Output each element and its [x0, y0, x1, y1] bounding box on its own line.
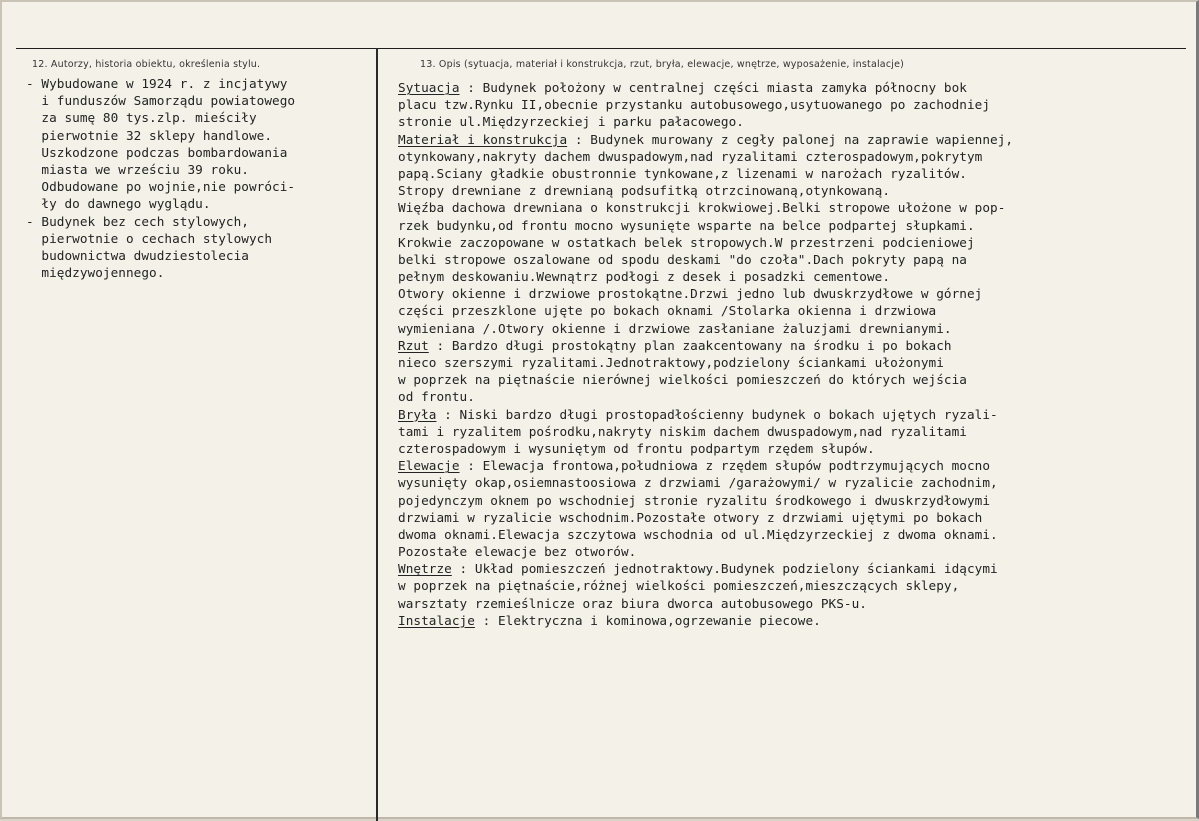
- line-text: : Bardzo długi prostokątny plan zaakcentowany na środku i po bokach: [428, 337, 952, 353]
- description-line: [398, 182, 1013, 199]
- description-line: [398, 251, 1013, 268]
- line-text: części przeszklone ujęte po bokach oknami /Stolarka okienna i drzwiowa: [398, 303, 937, 319]
- top-rule: [16, 48, 1186, 49]
- left-text-line: pierwotnie 32 sklepy handlowe.: [26, 127, 273, 143]
- description-line: [398, 543, 1013, 560]
- section-label: Rzut: [398, 337, 429, 353]
- description-line: [398, 234, 1013, 251]
- line-text: Stropy drewniane z drewnianą podsufitką otrzcinowaną,otynkowaną.: [398, 183, 891, 199]
- line-text: tami i ryzalitem pośrodku,nakryty niskim dachem dwuspadowym,nad ryzalitami: [398, 423, 967, 439]
- line-text: warsztaty rzemieślnicze oraz biura dworca autobusowego PKS-u.: [398, 595, 867, 611]
- line-text: od frontu.: [398, 389, 475, 405]
- description-line: [398, 337, 1013, 354]
- line-text: papą.Sciany gładkie obustronnie tynkowane,z lizenami w narożach ryzalitów.: [398, 165, 967, 181]
- line-text: placu tzw.Rynku II,obecnie przystanku autobusowego,usytuowanego po zachodniej: [398, 97, 991, 113]
- left-text-line: Uszkodzone podczas bombardowania: [26, 144, 288, 160]
- line-text: wysunięty okap,osiemnastoosiowa z drzwiami /garażowymi/ w ryzalicie zachodnim,: [398, 475, 998, 491]
- line-text: nieco szerszymi ryzalitami.Jednotraktowy,podzielony ściankami ułożonymi: [398, 355, 944, 370]
- description-text: [398, 79, 1013, 629]
- description-line: [398, 474, 1013, 491]
- line-text: Pozostałe elewacje bez otworów.: [398, 544, 637, 560]
- left-text-line: miasta we wrześciu 39 roku.: [26, 161, 249, 177]
- line-text: dwoma oknami.Elewacja szczytowa wschodnia od ul.Międzyrzeckiej z dwoma oknami.: [398, 526, 998, 542]
- column-divider: [376, 48, 378, 821]
- description-line: [398, 560, 1013, 577]
- description-line: [398, 423, 1013, 440]
- description-line: [398, 577, 1013, 594]
- section-label: Sytuacja: [398, 80, 460, 95]
- line-text: Więźba dachowa drewniana o konstrukcji krokwiowej.Belki stropowe ułożone w pop-: [398, 200, 1006, 216]
- line-text: otynkowany,nakryty dachem dwuspadowym,nad ryzalitami czterospadowym,pokrytym: [398, 148, 983, 164]
- left-text-line: Odbudowane po wojnie,nie powróci-: [26, 179, 296, 195]
- line-text: czterospadowym i wysuniętym od frontu podpartym rzędem słupów.: [398, 440, 875, 456]
- left-text-line: pierwotnie o cechach stylowych: [26, 230, 273, 246]
- description-line: [398, 285, 1013, 302]
- description-line: [398, 113, 1013, 130]
- line-text: : Układ pomieszczeń jednotraktowy.Budynek podzielony ściankami idącymi: [451, 561, 998, 577]
- section-label: Instalacje: [398, 612, 475, 628]
- line-text: : Niski bardzo długi prostopadłościenny budynek o bokach ujętych ryzali-: [436, 406, 998, 422]
- description-line: [398, 492, 1013, 509]
- left-text-line: - Wybudowane w 1924 r. z incjatywy: [26, 76, 288, 91]
- section-12-heading: 12. Autorzy, historia obiektu, określenia stylu.: [32, 59, 261, 70]
- description-line: [398, 217, 1013, 234]
- section-label: Elewacje: [398, 458, 460, 474]
- description-line: [398, 79, 1013, 96]
- description-line: [398, 440, 1013, 457]
- line-text: : Budynek położony w centralnej części miasta zamyka północny bok: [459, 80, 967, 95]
- left-text-line: budownictwa dwudziestolecia: [26, 247, 249, 263]
- section-13-heading: 13. Opis (sytuacja, materiał i konstrukcja, rzut, bryła, elewacje, wnętrze, wyposażenie, instalacje): [420, 59, 905, 70]
- description-line: [398, 131, 1013, 148]
- description-line: [398, 388, 1013, 405]
- section-label: Materiał i konstrukcja: [398, 131, 568, 147]
- line-text: w poprzek na piętnaście,różnej wielkości pomieszczeń,mieszczących sklepy,: [398, 578, 960, 594]
- line-text: : Elektryczna i kominowa,ogrzewanie piecowe.: [474, 612, 821, 628]
- description-line: [398, 595, 1013, 612]
- description-line: [398, 457, 1013, 474]
- line-text: wymieniana /.Otwory okienne i drzwiowe zasłaniane żaluzjami drewnianymi.: [398, 320, 952, 336]
- line-text: : Elewacja frontowa,południowa z rzędem słupów podtrzymujących mocno: [459, 458, 991, 474]
- description-line: [398, 302, 1013, 319]
- left-text-line: - Budynek bez cech stylowych,: [26, 213, 249, 229]
- left-text-line: międzywojennego.: [26, 265, 165, 281]
- description-line: [398, 165, 1013, 182]
- line-text: pełnym deskowaniu.Wewnątrz podłogi z desek i posadzki cementowe.: [398, 269, 891, 285]
- description-line: [398, 148, 1013, 165]
- left-text-line: i funduszów Samorządu powiatowego: [26, 93, 296, 109]
- description-line: [398, 354, 1013, 371]
- left-text-line: za sumę 80 tys.zlp. mieściły: [26, 110, 257, 126]
- description-line: [398, 371, 1013, 388]
- line-text: Krokwie zaczopowane w ostatkach belek stropowych.W przestrzeni podcieniowej: [398, 234, 975, 250]
- description-line: [398, 268, 1013, 285]
- section-label: Wnętrze: [398, 561, 452, 577]
- line-text: drzwiami w ryzalicie wschodnim.Pozostałe otwory z drzwiami ujętymi po bokach: [398, 509, 983, 525]
- line-text: : Budynek murowany z cegły palonej na zaprawie wapiennej,: [567, 131, 1014, 147]
- description-line: [398, 320, 1013, 337]
- line-text: belki stropowe oszalowane od spodu deskami "do czoła".Dach pokryty papą na: [398, 251, 967, 267]
- line-text: w poprzek na piętnaście nierównej wielkości pomieszczeń do których wejścia: [398, 372, 967, 388]
- description-line: [398, 406, 1013, 423]
- section-label: Bryła: [398, 406, 437, 422]
- left-text-line: ły do dawnego wyglądu.: [26, 196, 211, 212]
- description-line: [398, 96, 1013, 113]
- description-line: [398, 612, 1013, 629]
- line-text: pojedynczym oknem po wschodniej stronie ryzalitu środkowego i dwuskrzydłowymi: [398, 492, 991, 508]
- line-text: Otwory okienne i drzwiowe prostokątne.Drzwi jedno lub dwuskrzydłowe w górnej: [398, 286, 983, 302]
- description-line: [398, 526, 1013, 543]
- description-line: [398, 199, 1013, 216]
- line-text: rzek budynku,od frontu mocno wysunięte wsparte na belce podpartej słupkami.: [398, 217, 975, 233]
- line-text: stronie ul.Międzyrzeckiej i parku pałacowego.: [398, 114, 744, 130]
- authors-history-text: [26, 75, 295, 281]
- description-line: [398, 509, 1013, 526]
